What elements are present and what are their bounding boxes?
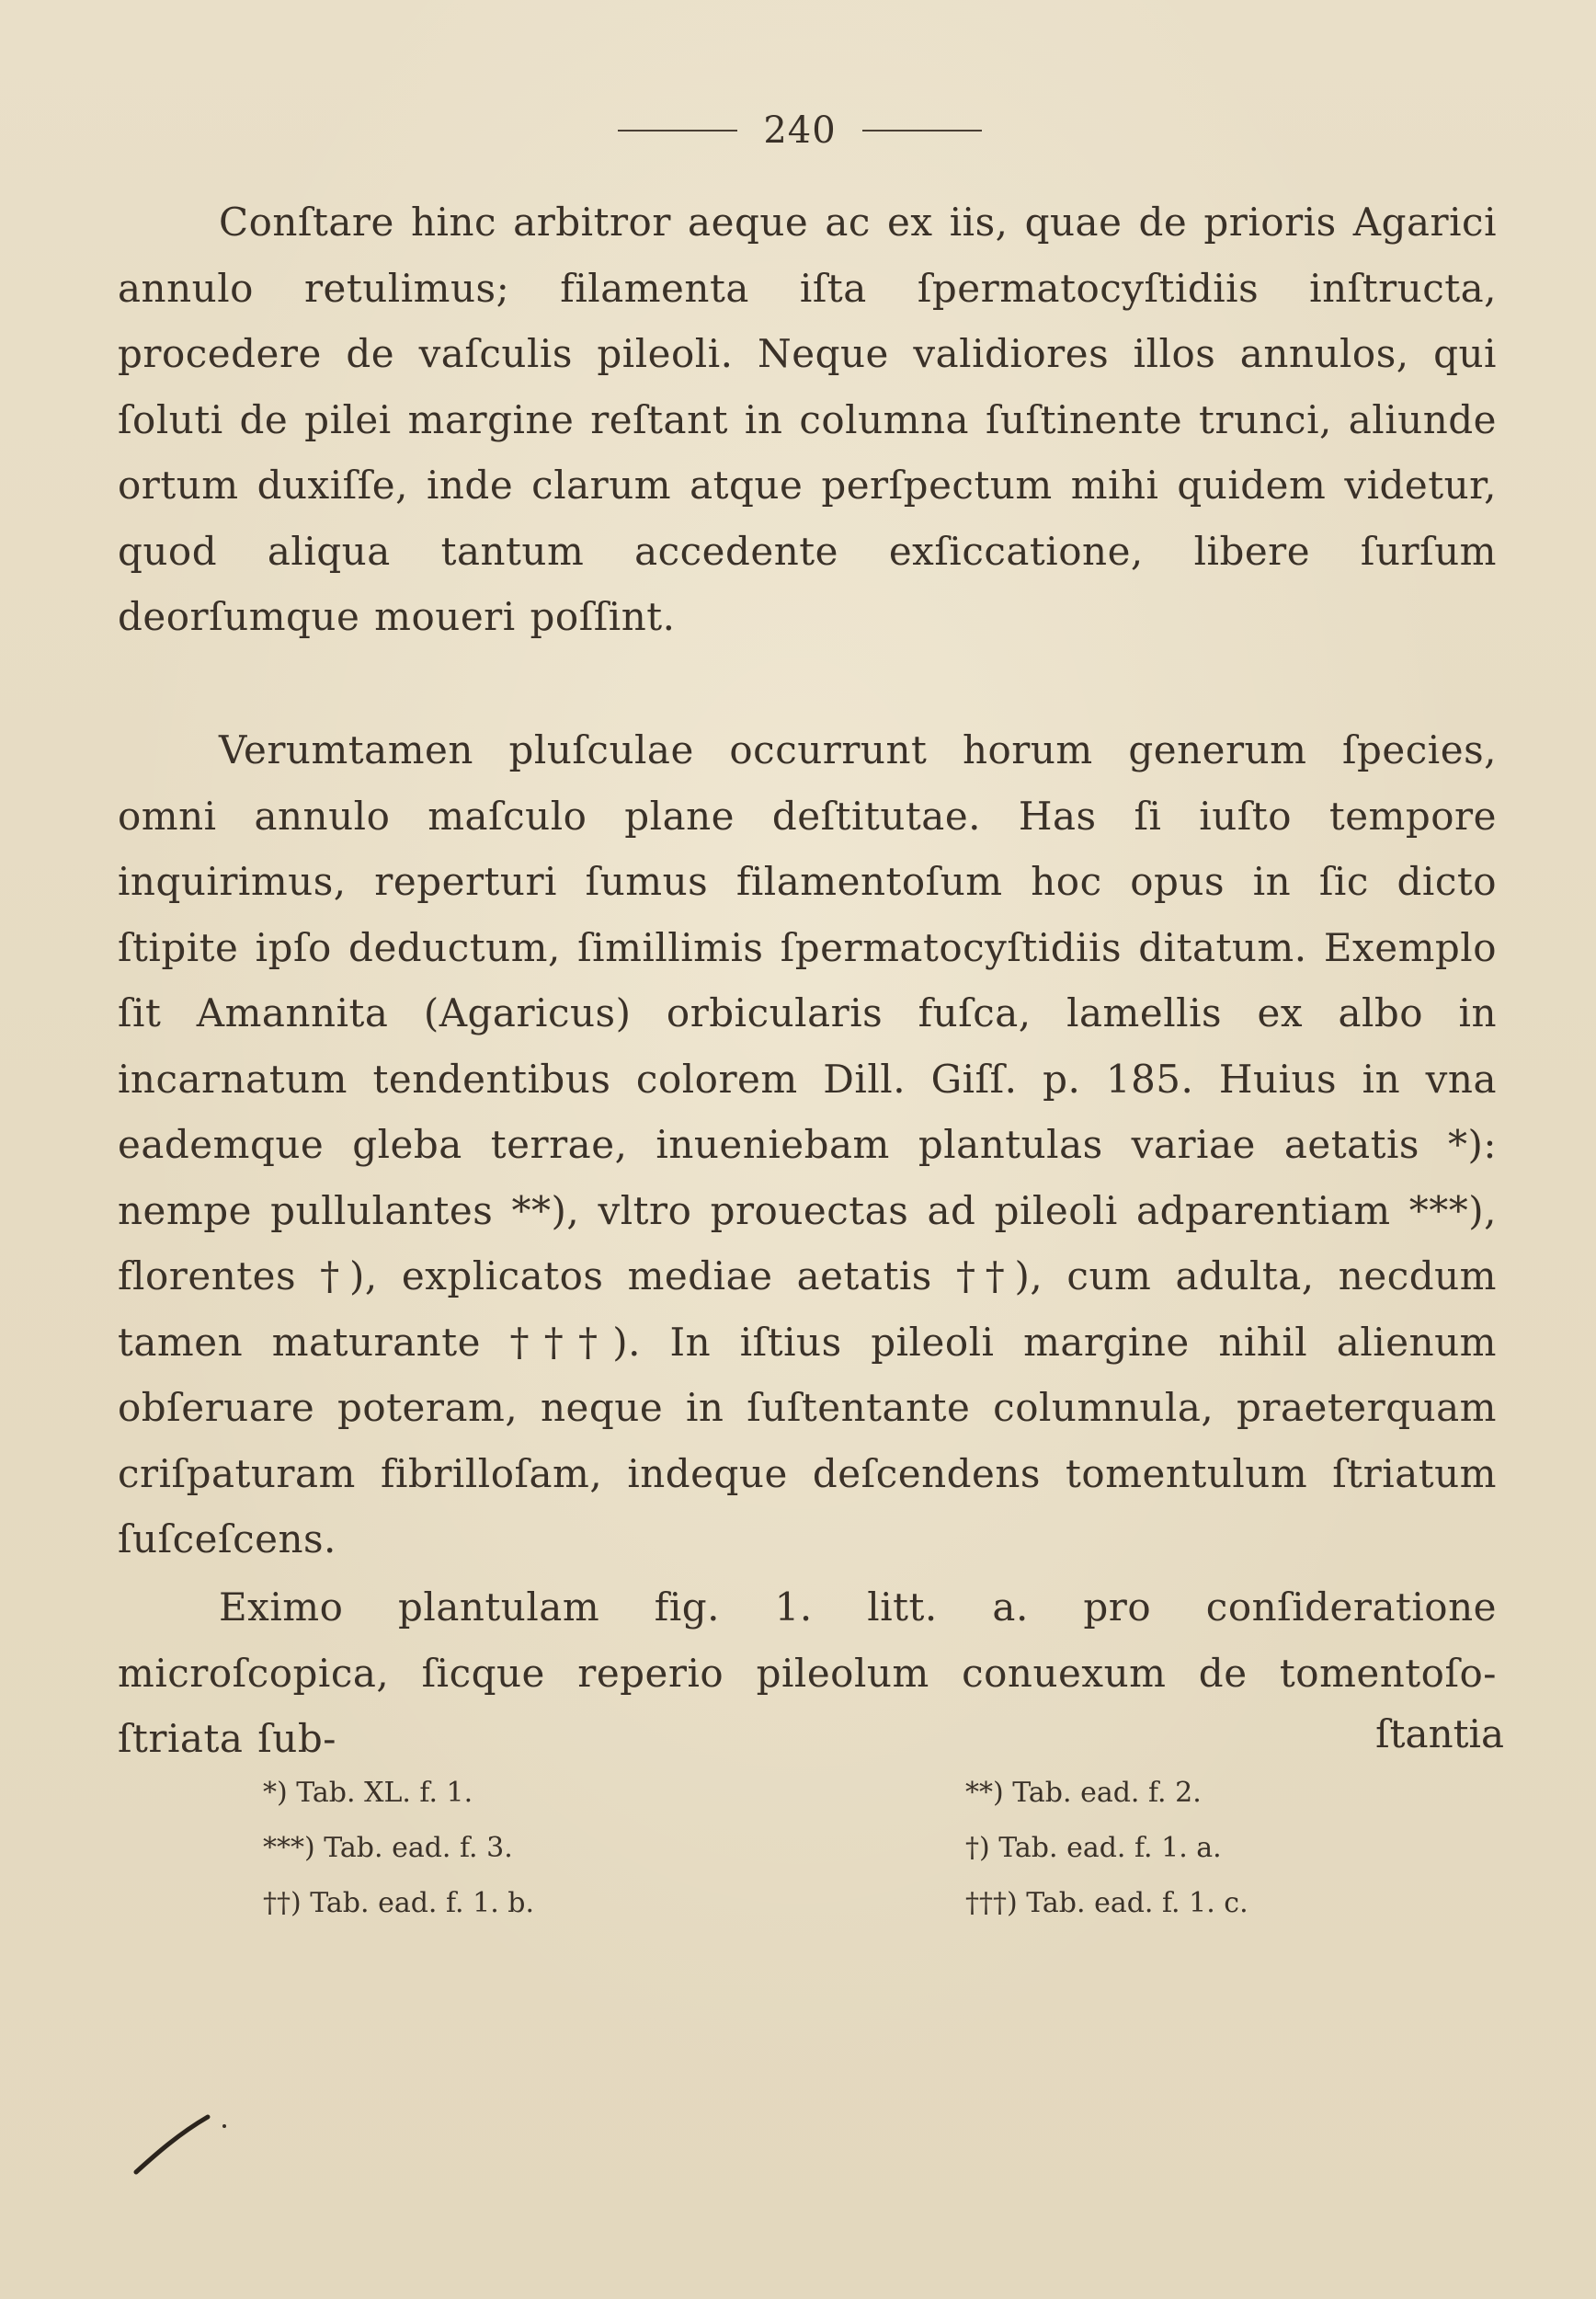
- paragraph-2: [118, 717, 1497, 1573]
- page-header: [588, 103, 1011, 158]
- footnote-5: ††) Tab. ead. f. 1. b.: [263, 1887, 535, 1919]
- paragraph-2-text: Verumtamen pluſculae occurrunt horum generum ſpecies, omni annulo maſculo plane deſtitutae. Has ſi iuſto tempore inquirimus, reperturi ſumus filamentoſum hoc opus in ſic dicto ſtipite ipſo deductum, ſimillimis ſpermatocyſtidiis ditatum. Exemplo ſit Amannita (Agaricus) orbicularis fuſca, lamellis ex albo in incarnatum tendentibus colorem Dill. Giſſ. p. 185. Huius in vna eademque gleba terrae, inueniebam plantulas variae aetatis *): nempe pullulantes **), vltro prouectas ad pileoli adparentiam ***), florentes †), explicatos mediae aetatis ††), cum adulta, necdum tamen maturante †††). In iſtius pileoli margine nihil alienum obſeruare poteram, neque in ſuſtentante columnula, praeterquam criſpaturam fibrilloſam, indeque deſcendens tomentulum ſtriatum ſuſceſcens.: [118, 727, 1497, 1561]
- paragraph-3: [118, 1574, 1497, 1772]
- header-rule-right: [862, 130, 982, 132]
- page-number: 240: [763, 109, 837, 152]
- footnote-1: *) Tab. XL. f. 1.: [263, 1777, 473, 1809]
- footnote-6: †††) Tab. ead. f. 1. c.: [965, 1887, 1248, 1919]
- paragraph-1: [118, 189, 1497, 650]
- catchword: ſtantia: [1375, 1711, 1504, 1756]
- paragraph-1-text: Conſtare hinc arbitror aeque ac ex iis, quae de prioris Agarici annulo retulimus; filamenta iſta ſpermatocyſtidiis inſtructa, procedere de vaſculis pileoli. Neque validiores illos annulos, qui ſoluti de pilei margine reſtant in columna ſuſtinente trunci, aliunde ortum duxiſſe, inde clarum atque perſpectum mihi quidem videtur, quod aliqua tantum accedente exſiccatione, libere ſurſum deorſumque moueri poſſint.: [118, 200, 1497, 639]
- footnote-2: **) Tab. ead. f. 2.: [965, 1777, 1202, 1809]
- footnote-3: ***) Tab. ead. f. 3.: [263, 1832, 513, 1864]
- footnotes: [0, 1775, 1596, 1959]
- paragraph-3-text: Eximo plantulam fig. 1. litt. a. pro conſideratione microſcopica, ſicque reperio pileolum conuexum de tomentoſo-ſtriata ſub-: [118, 1584, 1497, 1761]
- header-rule-left: [618, 130, 737, 132]
- footnote-4: †) Tab. ead. f. 1. a.: [965, 1832, 1222, 1864]
- pencil-mark: [129, 2106, 230, 2179]
